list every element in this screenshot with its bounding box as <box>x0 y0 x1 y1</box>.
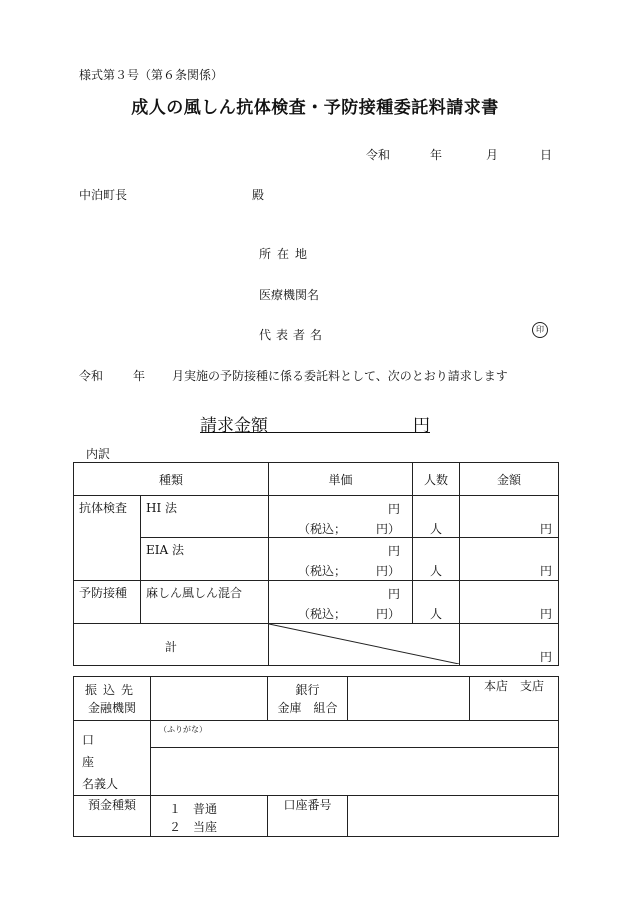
statement-year: 年 <box>133 369 146 383</box>
unit-price-cell[interactable] <box>269 496 413 538</box>
method-eia: EIA 法 <box>146 543 184 557</box>
date-day: 日 <box>540 148 553 162</box>
category-cell <box>74 581 141 624</box>
header-type: 種類 <box>74 463 269 496</box>
count-cell[interactable] <box>413 581 460 624</box>
bank-kind-line2: 金庫 組合 <box>277 701 338 715</box>
price-yen: 円 <box>388 587 401 601</box>
category-cell <box>74 496 141 581</box>
recipient-name: 中泊町長 <box>79 188 128 202</box>
account-holder-line2: 名義人 <box>82 777 119 791</box>
institution-label: 医療機関名 <box>259 288 320 302</box>
claim-amount-underline <box>200 432 430 433</box>
amount-cell[interactable] <box>460 538 559 581</box>
breakdown-table <box>73 462 559 666</box>
document-title: 成人の風しん抗体検査・予防接種委託料請求書 <box>131 98 499 118</box>
account-number-label-cell <box>268 796 348 837</box>
tax-included-note: （税込； 円） <box>298 564 401 578</box>
statement-era: 令和 <box>79 369 104 383</box>
count-unit: 人 <box>430 564 443 578</box>
amount-yen: 円 <box>540 564 553 578</box>
form-number: 様式第３号（第６条関係） <box>79 68 224 82</box>
account-number-input[interactable] <box>348 796 559 837</box>
branch-kind: 本店 支店 <box>483 679 544 693</box>
table-row <box>74 538 559 581</box>
furigana-label: （ふりがな） <box>159 725 207 734</box>
diagonal-line <box>269 624 459 664</box>
bank-kind-cell <box>268 677 348 721</box>
total-label: 計 <box>165 640 178 654</box>
seal-icon: 印 <box>532 322 548 338</box>
branch-name-input[interactable] <box>348 677 470 721</box>
price-yen: 円 <box>388 544 401 558</box>
statement-text: 月実施の予防接種に係る委託料として、次のとおり請求します <box>172 369 508 383</box>
amount-yen: 円 <box>540 522 553 536</box>
method-cell <box>141 496 269 538</box>
amount-cell[interactable] <box>460 581 559 624</box>
breakdown-label: 内訳 <box>86 447 111 461</box>
transfer-label-line2: 金融機関 <box>87 701 136 715</box>
method-mr-combined: 麻しん風しん混合 <box>146 586 243 600</box>
bank-kind-line1: 銀行 <box>295 683 320 697</box>
method-hi: HI 法 <box>146 501 178 515</box>
deposit-type-options[interactable] <box>151 796 268 837</box>
account-holder-line1: 口 座 <box>82 733 137 769</box>
method-cell <box>141 581 269 624</box>
bank-row <box>74 721 559 748</box>
address-label: 所在地 <box>259 247 314 261</box>
tax-included-note: （税込； 円） <box>298 607 401 621</box>
transfer-label-cell <box>74 677 151 721</box>
deposit-type-current: ２ 当座 <box>169 820 218 834</box>
transfer-label-line1: 振込先 <box>84 683 139 697</box>
method-cell <box>141 538 269 581</box>
count-unit: 人 <box>430 522 443 536</box>
furigana-input[interactable] <box>151 721 559 748</box>
date-year: 年 <box>430 148 443 162</box>
table-row <box>74 581 559 624</box>
deposit-type-label: 預金種類 <box>87 798 136 812</box>
price-yen: 円 <box>388 502 401 516</box>
amount-yen: 円 <box>540 607 553 621</box>
total-amount-cell[interactable] <box>460 624 559 666</box>
account-holder-label-cell <box>74 721 151 796</box>
total-label-cell <box>74 624 269 666</box>
date-month: 月 <box>486 148 499 162</box>
breakdown-header-row <box>74 463 559 496</box>
header-count: 人数 <box>413 463 460 496</box>
category-vaccination: 予防接種 <box>79 586 128 600</box>
representative-label: 代表者名 <box>259 328 328 342</box>
count-cell[interactable] <box>413 538 460 581</box>
header-unit-price: 単価 <box>269 463 413 496</box>
bank-row <box>74 796 559 837</box>
total-yen: 円 <box>540 650 553 664</box>
header-amount: 金額 <box>460 463 559 496</box>
bank-row <box>74 677 559 721</box>
total-diagonal-cell <box>269 624 460 666</box>
bank-account-table <box>73 676 559 837</box>
count-unit: 人 <box>430 607 443 621</box>
table-row <box>74 496 559 538</box>
recipient-honorific: 殿 <box>252 188 265 202</box>
claim-amount-label: 請求金額 <box>200 416 268 436</box>
bank-name-input[interactable] <box>151 677 268 721</box>
unit-price-cell[interactable] <box>269 538 413 581</box>
account-number-label: 口座番号 <box>283 798 332 812</box>
amount-cell[interactable] <box>460 496 559 538</box>
total-row <box>74 624 559 666</box>
tax-included-note: （税込； 円） <box>298 522 401 536</box>
branch-kind-cell <box>470 677 559 721</box>
unit-price-cell[interactable] <box>269 581 413 624</box>
count-cell[interactable] <box>413 496 460 538</box>
date-era: 令和 <box>366 148 391 162</box>
account-holder-input[interactable] <box>151 747 559 795</box>
category-antibody-test: 抗体検査 <box>79 501 128 515</box>
deposit-type-ordinary: １ 普通 <box>169 802 218 816</box>
deposit-type-label-cell <box>74 796 151 837</box>
claim-amount-yen: 円 <box>413 416 430 436</box>
